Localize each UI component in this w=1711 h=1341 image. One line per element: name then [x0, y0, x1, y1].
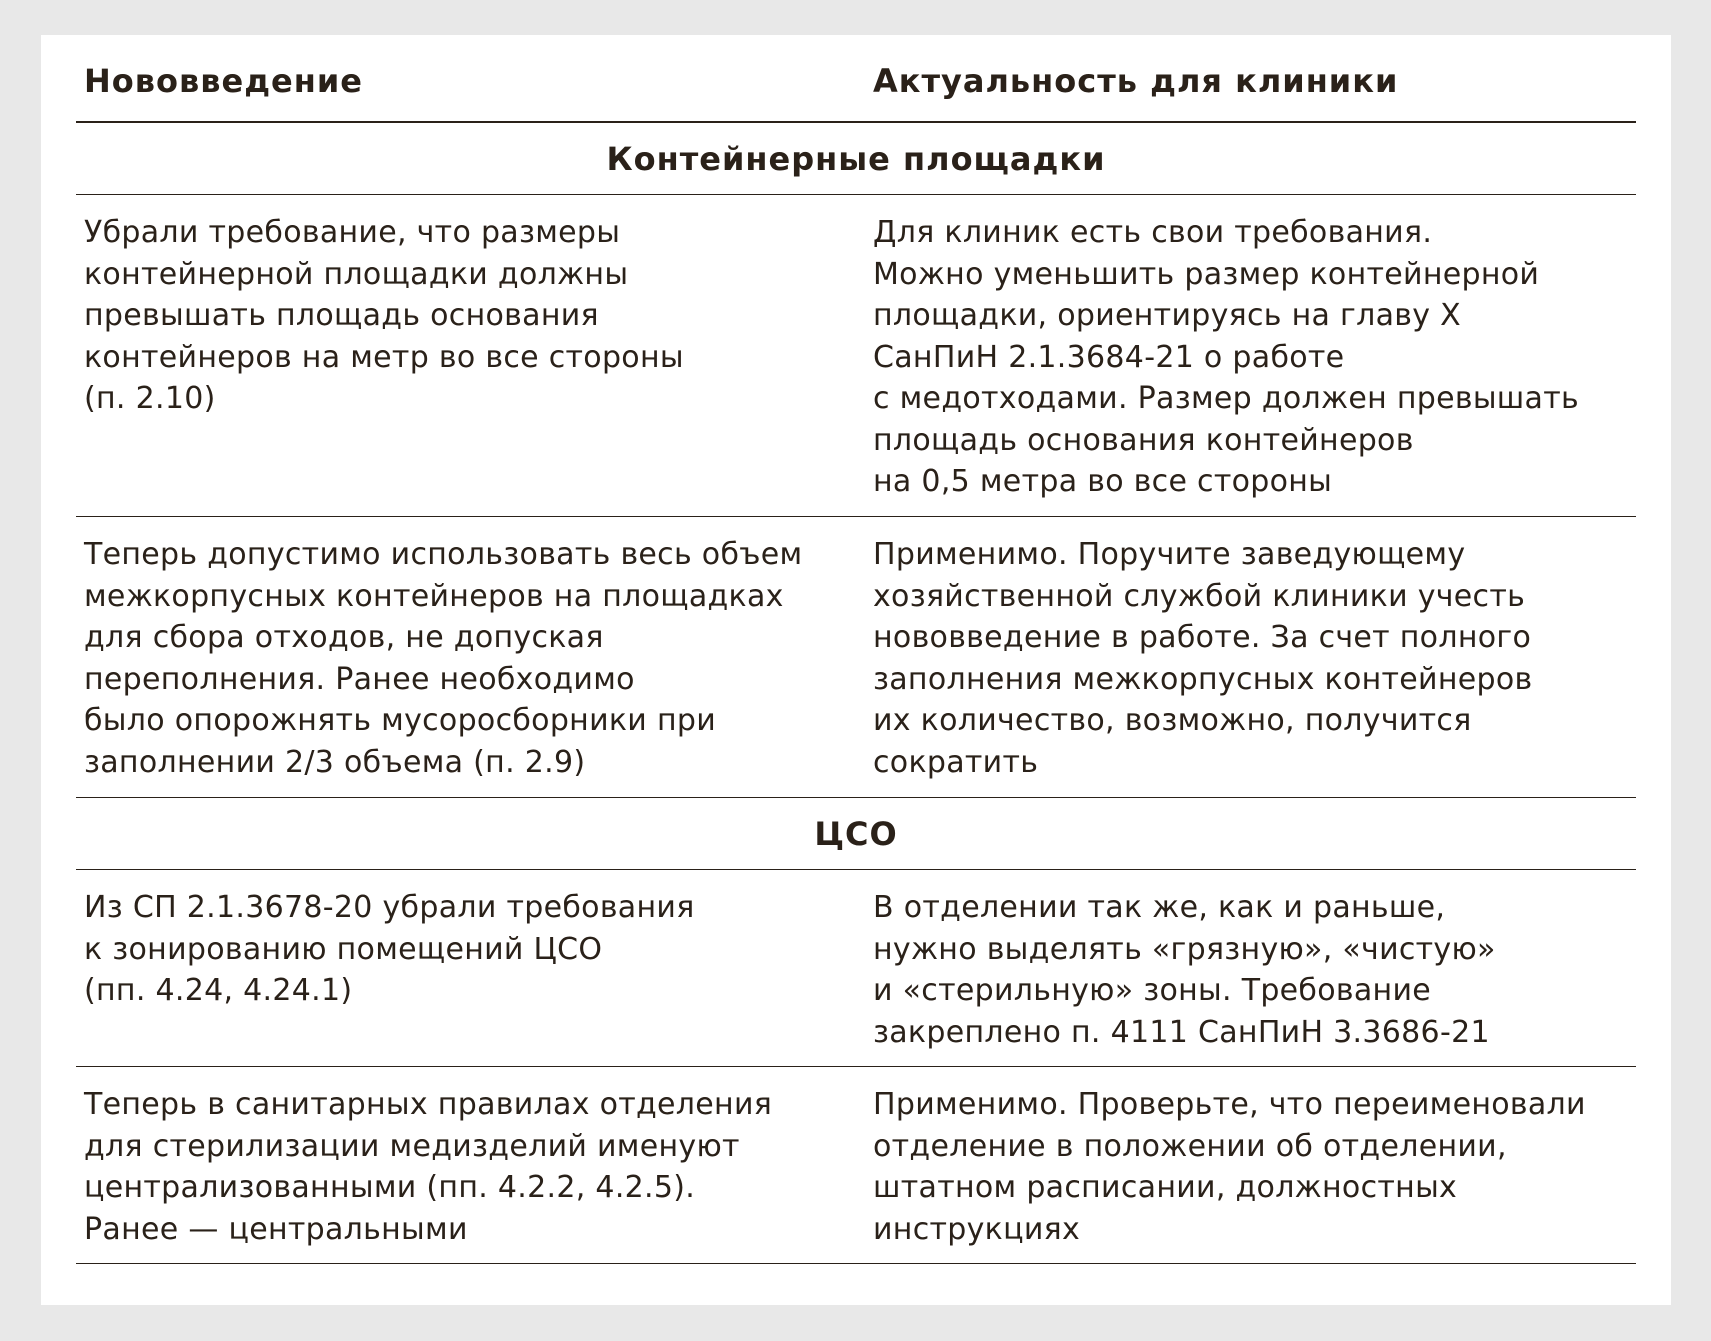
innovation-cell: Из СП 2.1.3678-20 убрали требования к зонированию помещений ЦСО (пп. 4.24, 4.24.1): [84, 890, 695, 1008]
header-innovation: Нововведение: [84, 62, 363, 100]
header-relevance: Актуальность для клиники: [873, 62, 1399, 100]
relevance-cell: Применимо. Проверьте, что переименовали отделение в положении об отделении, штатном расписании, должностных инструкциях: [873, 1087, 1586, 1247]
table-row: [76, 517, 1636, 798]
innovation-cell: Теперь допустимо использовать весь объем межкорпусных контейнеров на площадках для сбора отходов, не допуская переполнения. Ранее необходимо было опорожнять мусоросборники при заполнении 2/3 объема (п. 2.9): [84, 537, 803, 780]
section-title-cso: ЦСО: [76, 798, 1636, 870]
table-row: [76, 870, 1636, 1067]
relevance-cell: В отделении так же, как и раньше, нужно выделять «грязную», «чистую» и «стерильную» зоны. Требование закреплено п. 4111 СанПиН 3.3686-21: [873, 890, 1496, 1050]
document-card: [41, 35, 1671, 1305]
innovations-table: [76, 35, 1636, 1264]
relevance-cell: Применимо. Поручите заведующему хозяйственной службой клиники учесть нововведение в работе. За счет полного заполнения межкорпусных контейнеров их количество, возможно, получится сократить: [873, 537, 1533, 780]
innovation-cell: Убрали требование, что размеры контейнерной площадки должны превышать площадь основания контейнеров на метр во все стороны (п. 2.10): [84, 215, 684, 416]
table-header: [76, 35, 1636, 123]
relevance-cell: Для клиник есть свои требования. Можно уменьшить размер контейнерной площадки, ориентируясь на главу X СанПиН 2.1.3684-21 о работе с медотходами. Размер должен превышать площадь основания контейнеров на 0,5 метра во все стороны: [873, 215, 1579, 499]
table-row: [76, 195, 1636, 517]
section-title-container-sites: Контейнерные площадки: [76, 123, 1636, 195]
innovation-cell: Теперь в санитарных правилах отделения для стерилизации медизделий именуют централизованными (пп. 4.2.2, 4.2.5). Ранее — центральными: [84, 1087, 773, 1247]
table-row: [76, 1067, 1636, 1264]
